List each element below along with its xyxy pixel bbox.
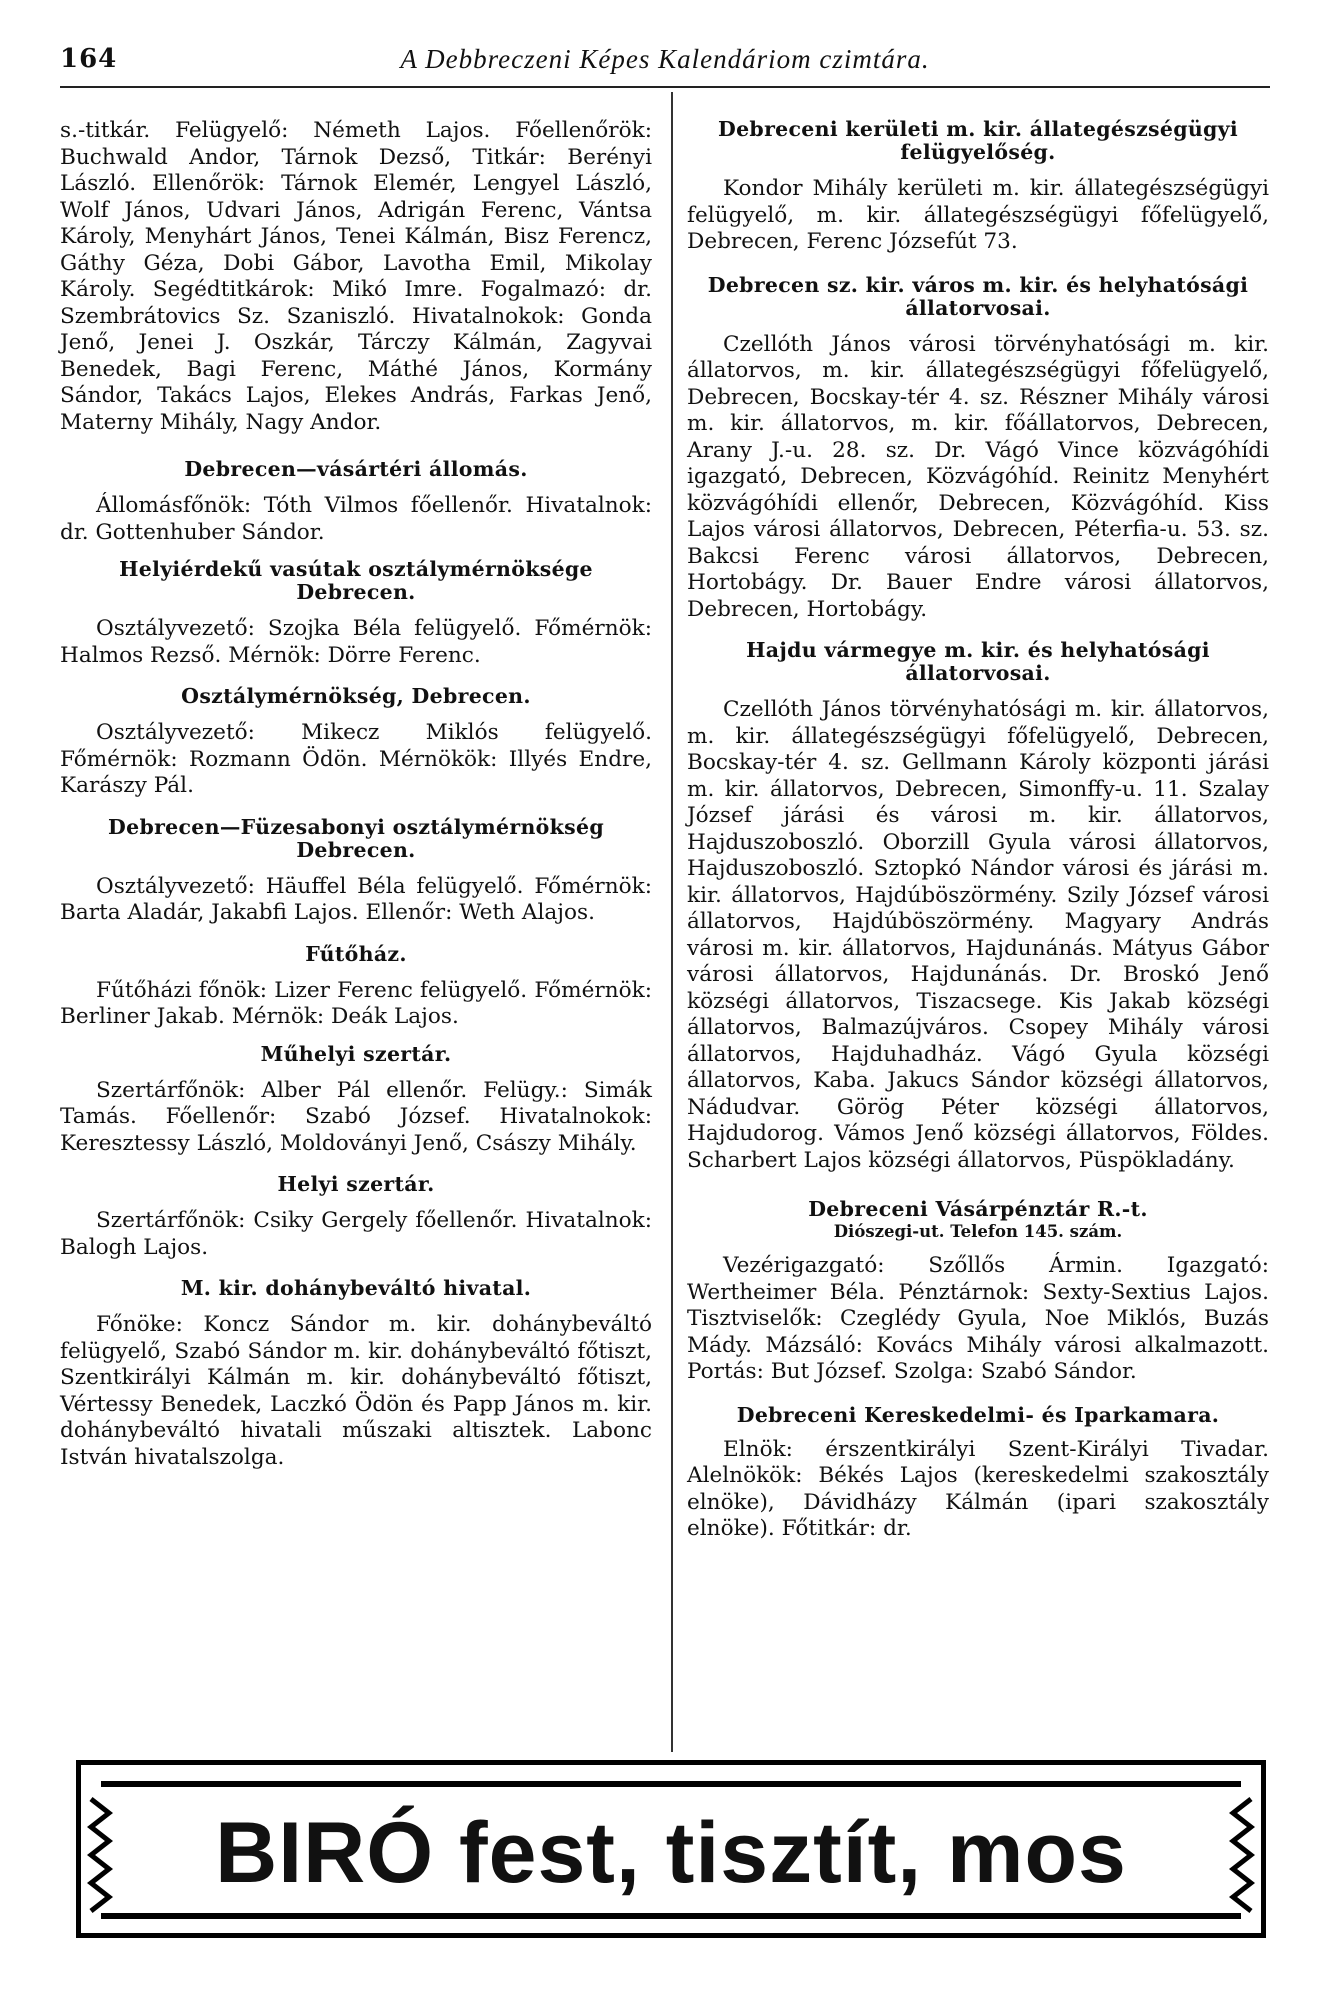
- section-text: Kondor Mihály kerületi m. kir. állategészségügyi felügyelő, m. kir. állategészségügyi főfelügyelő, Debrecen, Ferenc Józsefút 73.: [687, 176, 1269, 254]
- ad-top-rule: [101, 1781, 1241, 1787]
- section-heading: Műhelyi szertár.: [260, 1041, 452, 1066]
- section-text: Szertárfőnök: Alber Pál ellenőr. Felügy.: Simák Tamás. Főellenőr: Szabó József. Hivatalnokok: Keresztessy László, Moldoványi Jenő, Császy Mihály.: [60, 1077, 652, 1156]
- section-heading: Hajdu vármegye m. kir. és helyhatósági állatorvosai.: [746, 638, 1210, 685]
- section-text: Vezérigazgató: Szőllős Ármin. Igazgató: Wertheimer Béla. Pénztárnok: Sexty-Sextius Lajos. Tisztviselők: Czeglédy Gyula, Noe Miklós, Buzás Mády. Mázsáló: Kovács Mihály városi alkalmazott. Portás: But József. Szolga: Szabó Sándor.: [687, 1253, 1269, 1384]
- section-heading: Debrecen—Füzesabonyi osztálymérnökség Debrecen.: [108, 814, 604, 862]
- ad-left-ornament-icon: [87, 1795, 113, 1913]
- ad-slogan: BIRÓ fest, tisztít, mos: [215, 1805, 1127, 1901]
- section-text: Fűtőházi főnök: Lizer Ferenc felügyelő. Főmérnök: Berliner Jakab. Mérnök: Deák Lajos.: [60, 977, 652, 1029]
- ad-bottom-rule: [101, 1913, 1241, 1919]
- section-heading: Debreceni Vásárpénztár R.-t.: [808, 1197, 1148, 1221]
- left-column: [60, 118, 652, 1471]
- header-rule: [60, 86, 1270, 88]
- section-subheading: Diószegi-ut. Telefon 145. szám.: [833, 1222, 1123, 1241]
- section-heading: Helyi szertár.: [277, 1172, 435, 1196]
- section-heading: Debrecen—vásártéri állomás.: [184, 457, 528, 481]
- section-text: Osztályvezető: Szojka Béla felügyelő. Főmérnök: Halmos Rezső. Mérnök: Dörre Ferenc.: [60, 616, 652, 668]
- section-text: Czellóth János törvényhatósági m. kir. állatorvos, m. kir. állategészségügyi főfelügyelő, Debrecen, Bocskay-tér 4. sz. Gellmann Károly központi járási m. kir. állatorvos, Debrecen, Simonffy-u. 11. Szalay József járási és városi m. kir. állatorvos, Hajduszoboszló. Oborzill Gyula városi állatorvos, Hajduszoboszló. Sztopkó Nándor városi és járási m. kir. állatorvos, Hajdúböszörmény. Szily József városi állatorvos, Hajdúböszörmény. Magyary András városi m. kir. állatorvos, Hajdunánás. Mátyus Gábor városi állatorvos, Hajdunánás. Dr. Broskó Jenő községi állatorvos, Tiszacsege. Kis Jakab községi állatorvos, Balmazújváros. Csopey Mihály városi állatorvos, Hajduhadház. Vágó Gyula községi állatorvos, Kaba. Jakucs Sándor községi állatorvos, Nádudvar. Görög Péter községi állatorvos, Hajdudorog. Vámos Jenő községi állatorvos, Földes. Scharbert Lajos községi állatorvos, Püspökladány.: [687, 697, 1269, 1173]
- section-text: Állomásfőnök: Tóth Vilmos főellenőr. Hivatalnok: dr. Gottenhuber Sándor.: [60, 493, 652, 545]
- section-heading: Osztálymérnökség, Debrecen.: [181, 684, 531, 708]
- section-text: Czellóth János városi törvényhatósági m. kir. állatorvos, m. kir. állategészségügyi főfelügyelő, Debrecen, Bocskay-tér 4. sz. Részner Mihály városi m. kir. állatorvos, m. kir. főállatorvos, Debrecen, Arany J.-u. 28. sz. Dr. Vágó Vince közvágóhídi igazgató, Debrecen, Közvágóhíd. Reinitz Menyhért közvágóhídi ellenőr, Debrecen, Közvágóhíd. Kiss Lajos városi állatorvos, Debrecen, Péterfia-u. 53. sz. Bakcsi Ferenc városi állatorvos, Debrecen, Hortobágy. Dr. Bauer Endre városi állatorvos, Debrecen, Hortobágy.: [687, 331, 1269, 622]
- section-text: Szertárfőnök: Csiky Gergely főellenőr. Hivatalnok: Balogh Lajos.: [60, 1208, 652, 1260]
- section-heading: Debreceni kerületi m. kir. állategészségügyi felügyelőség.: [718, 117, 1238, 164]
- section-text: Osztályvezető: Häuffel Béla felügyelő. Főmérnök: Barta Aladár, Jakabfi Lajos. Ellenőr: Weth Alajos.: [60, 873, 652, 925]
- section-heading: Fűtőház.: [305, 941, 407, 966]
- advertisement-banner: [76, 1760, 1266, 1938]
- section-heading: Helyiérdekű vasútak osztálymérnöksége Debrecen.: [119, 557, 593, 604]
- right-column: [687, 118, 1269, 1543]
- page-number: 164: [60, 44, 118, 74]
- section-text: Osztályvezető: Mikecz Miklós felügyelő. Főmérnök: Rozmann Ödön. Mérnökök: Illyés Endre, Karászy Pál.: [60, 720, 652, 798]
- section-heading: M. kir. dohánybeváltó hivatal.: [180, 1276, 532, 1300]
- page-header: [60, 40, 1270, 90]
- column-divider: [671, 92, 673, 1752]
- ad-right-ornament-icon: [1229, 1795, 1255, 1913]
- section-heading: Debrecen sz. kir. város m. kir. és helyhatósági állatorvosai.: [707, 272, 1249, 320]
- section-heading: Debreceni Kereskedelmi- és Iparkamara.: [736, 1402, 1220, 1427]
- running-title: A Debbreczeni Képes Kalendáriom czimtára.: [400, 44, 930, 74]
- section-text: Főnöke: Koncz Sándor m. kir. dohánybeváltó felügyelő, Szabó Sándor m. kir. dohánybeváltó főtiszt, Szentkirályi Kálmán m. kir. dohánybeváltó főtiszt, Vértessy Benedek, Laczkó Ödön és Papp János m. kir. dohánybeváltó hivatali műszaki altisztek. Labonc István hivatalszolga.: [60, 1312, 652, 1470]
- section-text: Elnök: érszentkirályi Szent-Királyi Tivadar. Alelnökök: Békés Lajos (kereskedelmi szakosztály elnöke), Dávidházy Kálmán (ipari szakosztály elnöke). Főtitkár: dr.: [687, 1436, 1269, 1541]
- intro-paragraph: s.-titkár. Felügyelő: Németh Lajos. Főellenőrök: Buchwald Andor, Tárnok Dezső, Titkár: Berényi László. Ellenőrök: Tárnok Elemér, Lengyel László, Wolf János, Udvari János, Adrigán Ferenc, Vántsa Károly, Menyhárt János, Tenei Kálmán, Bisz Ferencz, Gáthy Géza, Dobi Gábor, Lavotha Emil, Mikolay Károly. Segédtitkárok: Mikó Imre. Fogalmazó: dr. Szembrátovics Sz. Szaniszló. Hivatalnokok: Gonda Jenő, Jenei J. Oszkár, Tárczy Kálmán, Zagyvai Benedek, Bagi Ferenc, Máthé János, Kormány Sándor, Takács Lajos, Elekes András, Farkas Jenő, Materny Mihály, Nagy Andor.: [60, 118, 652, 435]
